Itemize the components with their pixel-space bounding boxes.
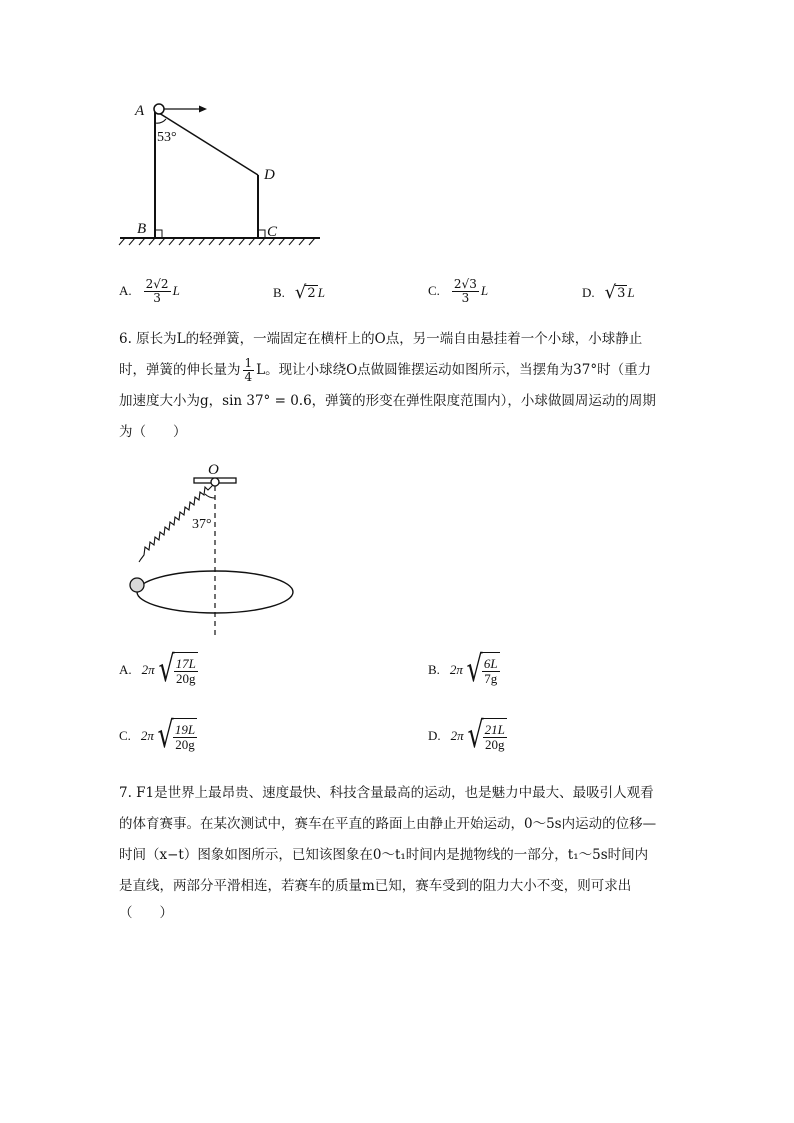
q7-line-1: 7. F1是世界上最昂贵、速度最快、科技含量最高的运动，也是魅力中最大、最吸引人观看: [119, 785, 654, 801]
option-radical: √ 3: [604, 282, 626, 303]
question-6-text: [119, 324, 679, 448]
label-c: C: [267, 224, 278, 240]
option-prefix: 2π: [450, 728, 464, 743]
q6-line-2: 时，弹簧的伸长量为 $\frac{1}{4}$ L。现让小球绕O点做圆锥摆运动如图所示，当摆角为37°时（重力: [119, 356, 652, 384]
q5-option-c[interactable]: [428, 278, 488, 304]
question-7-text: [119, 778, 679, 924]
option-fraction: $\frac{2√2}{3}$: [145, 277, 169, 305]
option-sqrt: √ 19L 20g: [157, 715, 196, 756]
q6-line-3: 加速度大小为g，sin 37° = 0.6，弹簧的形变在弹性限度范围内），小球做圆周运动的周期: [119, 393, 656, 409]
option-sqrt: √ 17L 20g: [158, 649, 196, 690]
q6-line-4: 为（ ）: [119, 424, 187, 440]
option-key: C.: [119, 728, 131, 743]
option-key: B.: [273, 285, 285, 300]
option-fraction: $\frac{2√3}{3}$: [453, 277, 477, 305]
q5-option-a[interactable]: [119, 278, 180, 304]
option-prefix: 2π: [449, 662, 463, 677]
option-prefix: 2π: [140, 728, 154, 743]
label-b: B: [137, 221, 147, 237]
option-var: L: [627, 285, 635, 300]
option-key: A.: [119, 283, 132, 299]
option-prefix: 2π: [141, 662, 155, 677]
angle-53: 53°: [157, 130, 177, 145]
angle-37: 37°: [192, 517, 212, 532]
q6-line-1: 6. 原长为L的轻弹簧，一端固定在横杆上的O点，另一端自由悬挂着一个小球，小球静止: [119, 331, 643, 347]
q5-option-b[interactable]: [273, 284, 325, 302]
q5-option-d[interactable]: [582, 284, 635, 302]
option-key: A.: [119, 662, 132, 677]
ball: [130, 578, 144, 592]
q6-inline-fraction: $\frac{1}{4}$: [244, 356, 253, 384]
option-key: D.: [428, 728, 441, 743]
q7-line-5: （ ）: [119, 905, 173, 921]
option-var: L: [480, 283, 489, 299]
option-radical: √ 2: [294, 282, 316, 303]
q7-line-2: 的体育赛事。在某次测试中，赛车在平直的路面上由静止开始运动，0～5s内运动的位移—: [119, 816, 657, 832]
pivot-o: [211, 478, 219, 486]
label-o: O: [208, 462, 219, 478]
figure-pole-diagram: [115, 95, 330, 255]
q7-line-4: 是直线，两部分平滑相连，若赛车的质量m已知，赛车受到的阻力大小不变，则可求出: [119, 878, 632, 894]
option-key: C.: [428, 283, 440, 299]
option-var: L: [317, 285, 325, 300]
option-sqrt: √ 6L 7g: [466, 649, 498, 690]
q6-option-d[interactable]: [428, 715, 507, 756]
q7-line-3: 时间（x−t）图象如图所示，已知该图象在0～t₁时间内是抛物线的一部分，t₁～5s时间内: [119, 847, 649, 863]
q6-option-b[interactable]: [428, 649, 500, 690]
ball-a: [154, 104, 164, 114]
option-var: L: [172, 283, 180, 299]
label-d: D: [264, 167, 275, 183]
q6-option-c[interactable]: [119, 715, 197, 756]
label-a: A: [135, 103, 145, 119]
option-key: B.: [428, 662, 440, 677]
figure-conical-pendulum: [120, 458, 310, 638]
option-sqrt: √ 21L 20g: [467, 715, 505, 756]
q6-option-a[interactable]: [119, 649, 198, 690]
option-key: D.: [582, 285, 595, 300]
